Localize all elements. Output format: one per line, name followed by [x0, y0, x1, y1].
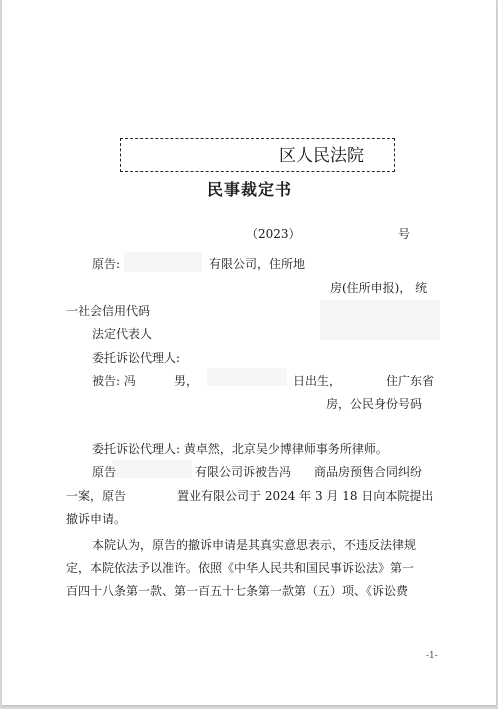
text-line: 置业有限公司于 2024 年 3 月 18 日向本院提出 — [177, 489, 434, 503]
text-line: 撤诉申请。 — [66, 512, 127, 526]
text-line: 房，公民身份号码 — [326, 397, 423, 411]
text-line: 有限公司诉被告冯 — [195, 465, 292, 479]
text-line: 法定代表人 — [92, 327, 153, 341]
redaction — [112, 460, 192, 478]
defendant-label: 被告: 冯 — [92, 374, 136, 388]
text-line: 百四十八条第一款、第一百五十七条第一款第（五）项、《诉讼费 — [66, 584, 409, 598]
text-line: 日出生， — [293, 374, 342, 388]
text-line: 委托诉讼代理人: — [92, 351, 181, 365]
text-line: 住广东省 — [386, 374, 435, 388]
court-name-box — [120, 138, 395, 172]
plaintiff-label: 原告: — [92, 257, 121, 271]
case-number-suffix: 号 — [398, 227, 411, 241]
case-year: （2023） — [246, 227, 301, 241]
court-name: 区人民法院 — [279, 146, 364, 166]
text-line: 一社会信用代码 — [66, 304, 151, 318]
text-line: 一案，原告 — [66, 489, 127, 503]
text-line: 本院认为，原告的撤诉申请是其真实意思表示，不违反法律规 — [92, 538, 417, 552]
text-line: 商品房预售合同纠纷 — [314, 465, 423, 479]
text-line: 委托诉讼代理人: 黄卓然，北京吴少博律师事务所律师。 — [92, 442, 388, 456]
redaction — [207, 368, 287, 386]
text-line: 房(住所申报)， 统 — [330, 281, 428, 295]
text-line: 定，本院依法予以准许。依照《中华人民共和国民事诉讼法》第一 — [66, 561, 415, 575]
redaction — [124, 252, 202, 272]
redaction — [320, 300, 440, 340]
document-page — [2, 0, 496, 705]
document-title: 民事裁定书 — [207, 180, 293, 199]
text-line: 男， — [174, 374, 199, 388]
text-line: 有限公司，住所地 — [209, 257, 306, 271]
text-line: 原告 — [92, 465, 117, 479]
page-number: -1- — [426, 651, 438, 661]
